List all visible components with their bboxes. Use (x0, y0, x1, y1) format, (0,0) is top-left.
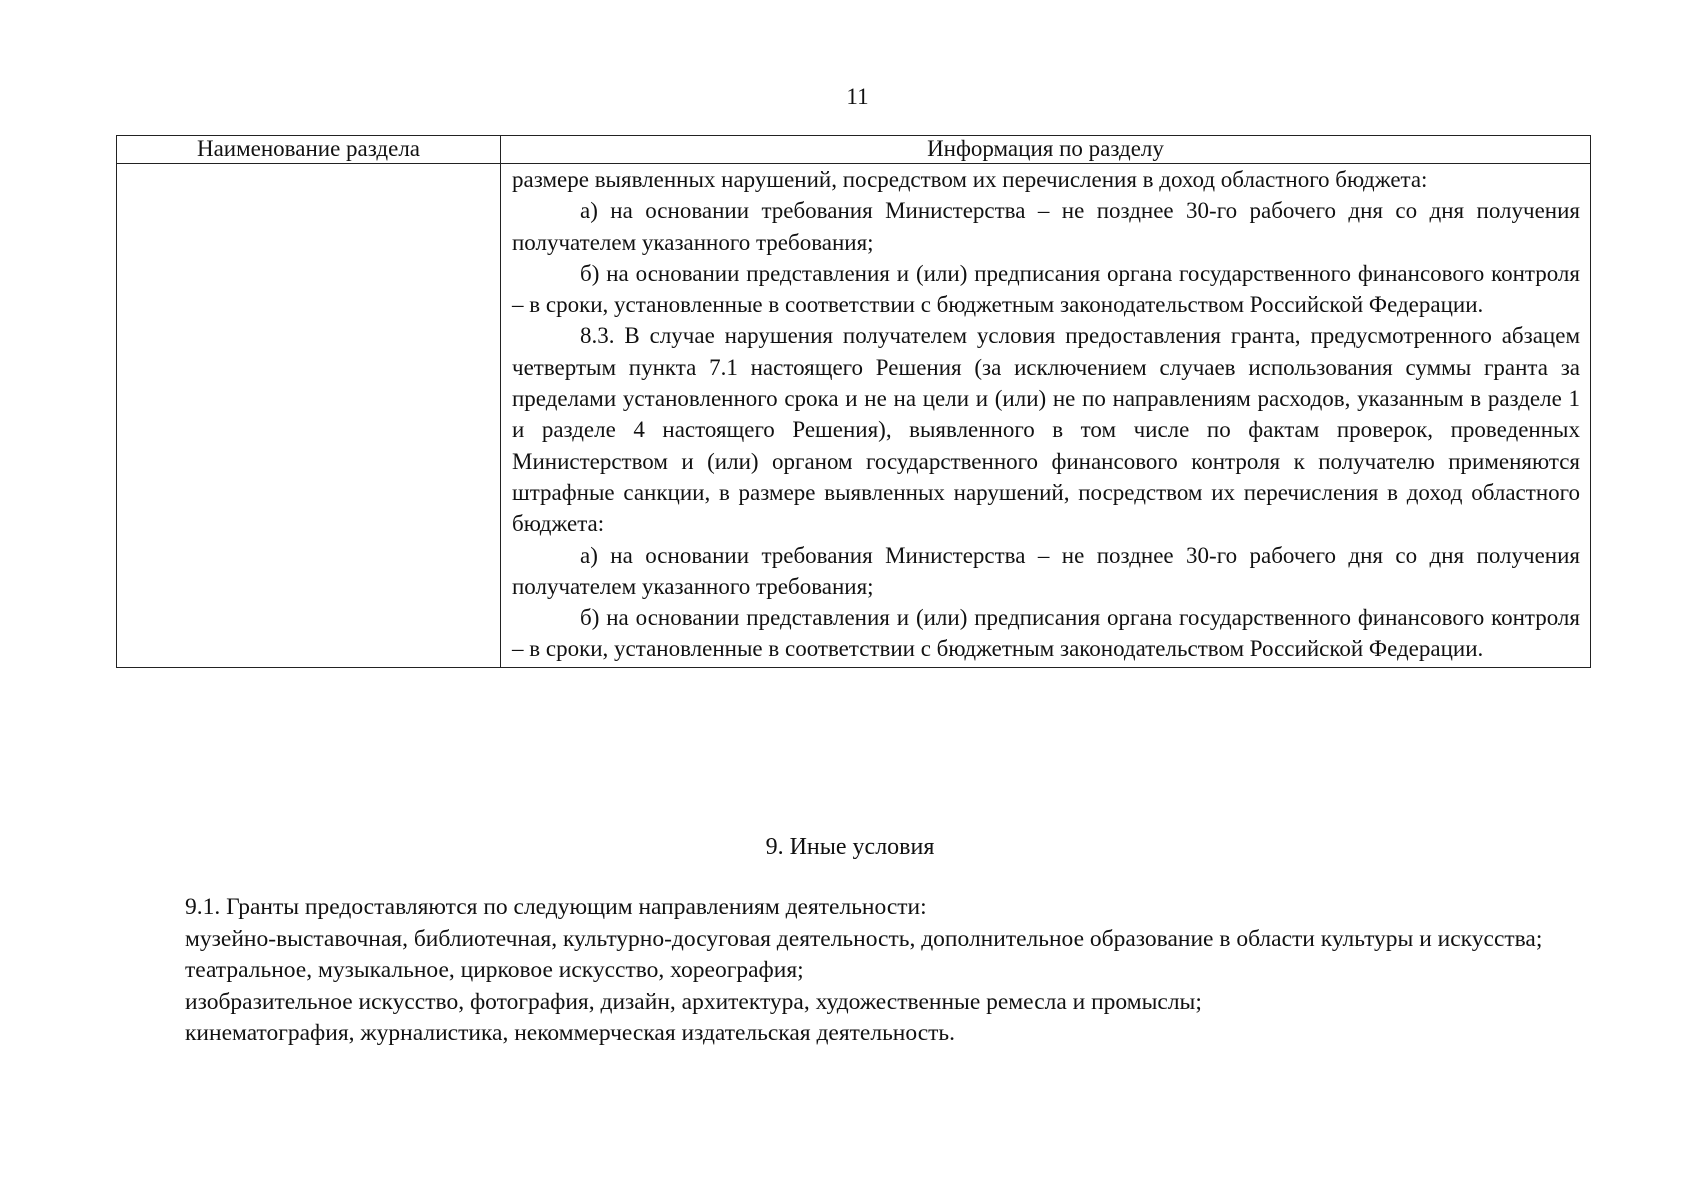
info-paragraph: а) на основании требования Министерства – не позднее 30-го рабочего дня со дня получения получателем указанного требования; (512, 198, 1580, 255)
section-name-cell (117, 164, 501, 668)
body-paragraph: изобразительное искусство, фотография, дизайн, архитектура, художественные ремесла и промыслы; (185, 988, 1202, 1015)
body-paragraph: кинематография, журналистика, некоммерческая издательская деятельность. (185, 1020, 956, 1046)
section-info-table (116, 135, 1591, 668)
info-paragraph: б) на основании представления и (или) предписания органа государственного финансового контроля – в сроки, установленные в соответствии с бюджетным законодательством Российской Федерации. (512, 260, 1580, 318)
table-header-row (117, 136, 1591, 164)
info-paragraph: а) на основании требования Министерства – не позднее 30-го рабочего дня со дня получения получателем указанного требования; (512, 542, 1580, 599)
section-title: 9. Иные условия (765, 834, 935, 860)
section-body (114, 892, 1590, 1050)
table-row (117, 164, 1591, 668)
info-paragraph: размере выявленных нарушений, посредством их перечисления в доход областного бюджета: (512, 167, 1428, 192)
column-header-section-info: Информация по разделу (501, 136, 1591, 164)
body-paragraph: музейно-выставочная, библиотечная, культурно-досуговая деятельность, дополнительное образование в области культуры и искусства; (185, 925, 1543, 952)
section-info-cell (501, 164, 1591, 668)
info-paragraph: б) на основании представления и (или) предписания органа государственного финансового контроля – в сроки, установленные в соответствии с бюджетным законодательством Российской Федерации. (512, 605, 1580, 662)
body-paragraph: театральное, музыкальное, цирковое искусство, хореография; (185, 957, 804, 983)
body-paragraph: 9.1. Гранты предоставляются по следующим направлениям деятельности: (185, 894, 927, 920)
column-header-section-name: Наименование раздела (117, 136, 501, 164)
info-paragraph: 8.3. В случае нарушения получателем условия предоставления гранта, предусмотренного абзацем четвертым пункта 7.1 настоящего Решения (за исключением случаев использования суммы гранта за пределами установленного срока и не на цели и (или) не по направлениям расходов, указанным в разделе 1 и разделе 4 настоящего Решения), выявленного в том числе по фактам проверок, проведенных Министерством и (или) органом государственного финансового контроля к получателю применяются штрафные санкции, в размере выявленных нарушений, посредством их перечисления в доход областного бюджета: (512, 323, 1580, 537)
page-number: 11 (846, 84, 869, 109)
